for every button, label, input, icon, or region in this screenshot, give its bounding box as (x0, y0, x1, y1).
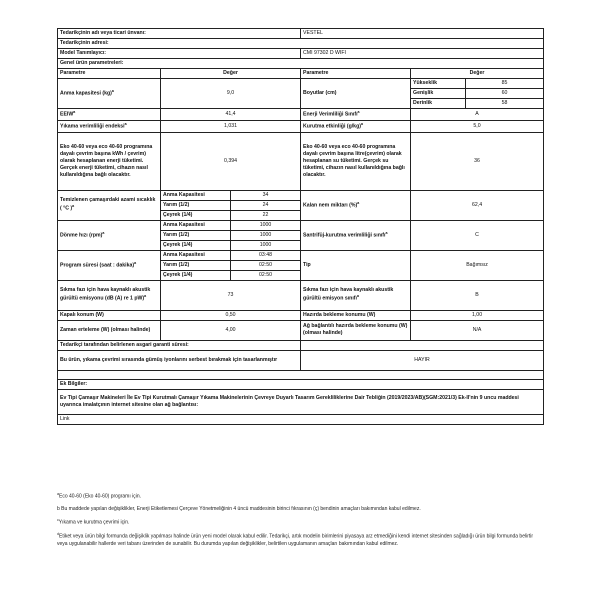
max-temp-row-value: 34 (231, 190, 301, 200)
off-mode-label: Kapalı konum (W) (58, 310, 161, 320)
depth-value: 58 (466, 99, 544, 109)
max-temp-row-1 (58, 190, 544, 200)
eeiw-row (58, 109, 544, 121)
spacer-row (58, 370, 544, 379)
standby-value: 1,00 (411, 310, 544, 320)
spin-speed-label: Dönme hızı (rpm)$^a$ (58, 220, 161, 250)
warranty-value (301, 340, 544, 350)
extra-label: Ek Bilgiler: (58, 379, 544, 389)
off-mode-value: 0,50 (161, 310, 301, 320)
spin-speed-row-value: 1000 (231, 220, 301, 230)
model-value: CMI 97302 D WIFI (301, 49, 544, 59)
model-label: Model Tanımlayıcı: (58, 49, 301, 59)
link-row (58, 414, 544, 424)
address-label: Tedarikçinin adresi: (58, 39, 544, 49)
program-duration-row-1 (58, 250, 544, 260)
water-consumption-label: Eko 40-60 veya eco 40-60 programına dayalı çevrim başına litre(çevrim) olarak hesaplanan su tüketimi. Gerçek su tüketimi, cihazın nasıl kullanıldığına bağlı olacaktır. (301, 132, 411, 190)
link-cell[interactable] (58, 414, 544, 424)
col-value2: Değer (411, 69, 544, 79)
energy-class-label: Enerji Verimliliği Sınıfı$^a$ (301, 109, 411, 121)
capacity-value: 9,0 (161, 79, 301, 109)
max-temp-row-name: Çeyrek (1/4) (161, 210, 231, 220)
height-label: Yükseklik (411, 79, 466, 89)
consumption-row (58, 132, 544, 190)
model-row (58, 49, 544, 59)
program-duration-row-name: Yarım (1/2) (161, 260, 231, 270)
delay-start-label: Zaman erteleme (W) (olması halinde) (58, 320, 161, 340)
product-info-sheet (57, 28, 543, 425)
washing-index-value: 1,031 (161, 120, 301, 132)
depth-label: Derinlik (411, 99, 466, 109)
col-param2: Parametre (301, 69, 411, 79)
washing-index-row (58, 120, 544, 132)
spin-speed-row-name: Yarım (1/2) (161, 230, 231, 240)
program-duration-row-value: 02:50 (231, 270, 301, 280)
supplier-label: Tedarikçinin adı veya ticari ünvanı: (58, 29, 301, 39)
standby-label: Hazırda bekleme konumu (W) (301, 310, 411, 320)
column-header-row (58, 69, 544, 79)
capacity-label: Anma kapasitesi (kg)$^a$ (58, 79, 161, 109)
noise-value: 73 (161, 280, 301, 310)
noise-row (58, 280, 544, 310)
delay-start-value: 4,00 (161, 320, 301, 340)
spin-class-value: C (411, 220, 544, 250)
power-row (58, 310, 544, 320)
col-value: Değer (161, 69, 301, 79)
energy-consumption-value: 0,394 (161, 132, 301, 190)
supplier-row (58, 29, 544, 39)
type-value: Bağımsız (411, 250, 544, 280)
address-row (58, 39, 544, 49)
program-duration-row-value: 03:48 (231, 250, 301, 260)
max-temp-label: Temizlenen çamaşırdaki azami sıcaklık ( °C )$^a$ (58, 190, 161, 220)
spin-speed-row-name: Anma Kapasitesi (161, 220, 231, 230)
max-temp-row-value: 22 (231, 210, 301, 220)
program-duration-row-name: Çeyrek (1/4) (161, 270, 231, 280)
dimensions-label: Boyutlar (cm) (301, 79, 411, 109)
footnote-d: $^d$Etiket veya ürün bilgi formunda değişiklik yapılması halinde ürün yeni model olarak kabul edilir. Tedarikçi, artık modelin birimlerini piyasaya arz etmediğini kendi internet sitesinden sağladığı ürün bilgi formunda belirtir veya uygulanabilir hallerde veri tabanı üzerinden de sunabilir. Bu durumda yapılan değişiklikler, belirtilen uygulamanın amaçları bakımından kabul edilmez. (57, 532, 534, 547)
spin-speed-row-value: 1000 (231, 240, 301, 250)
link-text[interactable]: Link (60, 415, 70, 422)
width-value: 60 (466, 89, 544, 99)
eeiw-label: EEIW$^a$ (58, 109, 161, 121)
silver-row (58, 350, 544, 370)
eeiw-value: 41,4 (161, 109, 301, 121)
spacer-cell (58, 370, 544, 379)
rinsing-label: Kurutma etkinliği $(g/kg)^a$ (301, 120, 411, 132)
moisture-label: Kalan nem miktarı (%)$^a$ (301, 190, 411, 220)
program-duration-row-value: 02:50 (231, 260, 301, 270)
noise-label: Sıkma fazı için hava kaynaklı akustik gürültü emisyonu (dB (A) re 1 pW)$^a$ (58, 280, 161, 310)
program-duration-row-name: Anma Kapasitesi (161, 250, 231, 260)
water-consumption-value: 36 (411, 132, 544, 190)
height-value: 85 (466, 79, 544, 89)
silver-value: HAYIR (301, 350, 544, 370)
washing-index-label: Yıkama verimliliği endeksi$^a$ (58, 120, 161, 132)
footnote-a: $^a$Eco 40-60 (Eko 40-60) programı için. (57, 492, 141, 500)
footnote-c: $^c$Yıkama ve kurutma çevrimi için. (57, 518, 130, 526)
rinsing-value: 5,0 (411, 120, 544, 132)
product-info-table (57, 28, 544, 425)
program-duration-label: Program süresi (saat : dakika)$^a$ (58, 250, 161, 280)
moisture-value: 62,4 (411, 190, 544, 220)
noise-class-label: Sıkma fazı için hava kaynaklı akustik gürültü emisyon sınıfı$^a$ (301, 280, 411, 310)
network-standby-value: N/A (411, 320, 544, 340)
footnotes (57, 492, 543, 553)
general-header: Genel ürün parametreleri: (58, 59, 544, 69)
supplier-value: VESTEL (301, 29, 544, 39)
warranty-row (58, 340, 544, 350)
warranty-label: Tedarikçi tarafından belirlenen asgari garanti süresi: (58, 340, 301, 350)
spin-speed-row-value: 1000 (231, 230, 301, 240)
extra-text: Ev Tipi Çamaşır Makineleri İle Ev Tipi Kurutmalı Çamaşır Yıkama Makinelerinin Çevreye Duyarlı Tasarım Gerekliliklerine Dair Tebliğin (2019/2023/AB)(SGM:2021/3) Ek-II'nin 9 uncu maddesi uyarınca imalatçının internet sitesine olan ağ bağlantısı: (58, 389, 544, 414)
footnote-b: b Bu maddede yapılan değişiklikler, Enerji Etiketlemesi Çerçeve Yönetmeliğinin 4 üncü maddesinin birinci fıkrasının (ç) bendinin amaçları bakımından kabul edilmez. (57, 505, 421, 512)
max-temp-row-name: Yarım (1/2) (161, 200, 231, 210)
extra-text-row (58, 389, 544, 414)
spin-class-label: Santrifüj-kurutma verimliliği sınıfı$^a$ (301, 220, 411, 250)
extra-header-row (58, 379, 544, 389)
capacity-row (58, 79, 544, 89)
col-param: Parametre (58, 69, 161, 79)
width-label: Genişlik (411, 89, 466, 99)
noise-class-value: B (411, 280, 544, 310)
delay-row (58, 320, 544, 340)
spin-speed-row-name: Çeyrek (1/4) (161, 240, 231, 250)
spin-speed-row-1 (58, 220, 544, 230)
max-temp-row-name: Anma Kapasitesi (161, 190, 231, 200)
type-label: Tip (301, 250, 411, 280)
general-header-row (58, 59, 544, 69)
silver-label: Bu ürün, yıkama çevrimi sırasında gümüş iyonlarını serbest bırakmak için tasarlanmıştır (58, 350, 301, 370)
network-standby-label: Ağ bağlantılı hazırda bekleme konumu (W) (olması halinde) (301, 320, 411, 340)
energy-consumption-label: Eko 40-60 veya eco 40-60 programına dayalı çevrim başına kWh / çevrim) olarak hesaplanan enerji tüketimi. Gerçek enerji tüketimi, cihazın nasıl kullanıldığına bağlı olacaktır. (58, 132, 161, 190)
max-temp-row-value: 24 (231, 200, 301, 210)
energy-class-value: A (411, 109, 544, 121)
